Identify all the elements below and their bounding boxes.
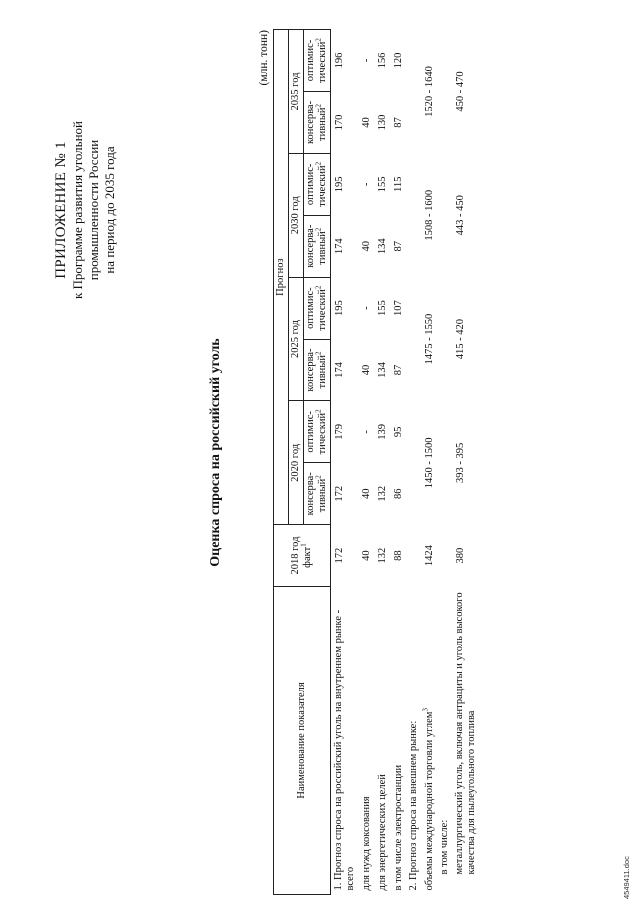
table-cell <box>406 339 421 401</box>
table-cell: 393 - 395 <box>455 442 466 483</box>
table-cell: 40 <box>361 240 372 252</box>
table-cell: 132 <box>377 485 388 502</box>
table-cell: 195 <box>331 153 359 215</box>
table-cell: 87 <box>393 364 404 376</box>
header-year-2020: 2020 год <box>289 401 304 525</box>
table-cell <box>406 525 421 587</box>
table-cell <box>406 463 421 525</box>
header-2018 <box>274 525 331 587</box>
header-2018-fact: факт <box>302 546 313 568</box>
scenario-line-1: оптимис- <box>305 163 316 206</box>
table-cell: 155 <box>377 176 388 193</box>
table-cell: 170 <box>331 92 359 154</box>
table-cell: 1508 - 1600 <box>424 189 435 241</box>
row-label <box>358 586 374 894</box>
coal-demand-table <box>273 29 479 895</box>
header-2018-year: 2018 год <box>290 536 301 575</box>
row-label-text: для нужд коксования <box>360 796 372 891</box>
row-label <box>437 586 452 894</box>
table-cell <box>406 215 421 277</box>
table-cell <box>406 92 421 154</box>
table-cell: 196 <box>331 30 359 92</box>
scenario-line-1: консерва- <box>305 472 316 516</box>
table-cell: 1475 - 1550 <box>424 313 435 365</box>
footnote-2: 2 <box>314 285 323 290</box>
table-cell: 155 <box>377 300 388 316</box>
table-cell <box>406 277 421 339</box>
document-title: Оценка спроса на российский уголь <box>208 338 223 567</box>
table-cell: 132 <box>377 547 388 564</box>
row-label-text: объемы международной торговли углем <box>423 711 435 891</box>
row-label-text: в том числе: <box>439 819 450 875</box>
table-row <box>374 30 390 895</box>
table-cell: 120 <box>393 52 404 69</box>
footnote-2: 2 <box>314 103 323 108</box>
footnote-2: 2 <box>314 351 323 356</box>
table-cell: 1424 <box>424 545 435 567</box>
row-label-text: для энергетических целей <box>376 774 388 891</box>
appendix-header <box>52 45 118 375</box>
footnote-2: 2 <box>314 161 323 166</box>
header-scenario-optimistic <box>304 277 331 339</box>
table-cell: 134 <box>377 238 388 255</box>
footnote-1: 1 <box>299 543 308 547</box>
table-cell: 40 <box>361 117 372 128</box>
unit-label: (млн. тонн) <box>258 30 270 86</box>
table-cell: 174 <box>331 215 359 277</box>
table-cell: 115 <box>393 176 404 193</box>
table-row <box>406 30 421 895</box>
table-cell: 88 <box>393 550 404 561</box>
table-row <box>421 30 437 895</box>
footnote-2: 2 <box>314 409 323 413</box>
table-cell: 443 - 450 <box>455 195 466 236</box>
table-cell: 95 <box>393 426 404 438</box>
scenario-line-2: тический <box>317 165 328 207</box>
table-cell: 156 <box>377 52 388 69</box>
appendix-line-3: на период до 2035 года <box>102 146 117 274</box>
header-scenario-conservative <box>304 463 331 525</box>
scenario-line-1: консерва- <box>305 100 316 145</box>
table-cell: 179 <box>331 401 359 463</box>
header-scenario-conservative <box>304 92 331 154</box>
header-indicator-name: Наименование показателя <box>274 586 331 894</box>
table-cell: 174 <box>331 339 359 401</box>
table-cell: 87 <box>393 240 404 252</box>
table-cell: 86 <box>393 488 404 500</box>
table-cell: 134 <box>377 362 388 378</box>
header-forecast: Прогноз <box>274 30 289 525</box>
footnote-2: 2 <box>314 475 323 479</box>
footnote-3: 3 <box>421 708 429 712</box>
scenario-line-1: оптимис- <box>305 39 316 82</box>
table-cell: 40 <box>361 550 372 561</box>
table-cell: 40 <box>361 488 372 500</box>
table-cell: 195 <box>331 277 359 339</box>
row-label <box>406 586 421 894</box>
scenario-line-2: тивный <box>317 107 328 141</box>
table-cell <box>406 153 421 215</box>
row-label <box>331 586 359 894</box>
table-cell: 1450 - 1500 <box>424 437 435 489</box>
table-cell: 40 <box>361 364 372 376</box>
scenario-line-2: тивный <box>317 478 328 513</box>
header-year-2035: 2035 год <box>289 30 304 154</box>
table-cell: 1520 - 1640 <box>424 66 435 117</box>
table-cell: 172 <box>331 525 359 587</box>
row-label <box>421 586 437 894</box>
table-row <box>452 30 479 895</box>
table-cell: 415 - 420 <box>455 318 466 360</box>
header-scenario-optimistic <box>304 153 331 215</box>
table-row <box>331 30 359 895</box>
footnote-2: 2 <box>314 227 323 232</box>
table-cell: 87 <box>393 117 404 128</box>
scenario-line-1: консерва- <box>305 224 316 268</box>
table-cell: - <box>361 306 372 310</box>
header-year-2030: 2030 год <box>289 153 304 277</box>
table-row <box>437 30 452 895</box>
scenario-line-1: оптимис- <box>305 287 316 329</box>
table-row <box>390 30 406 895</box>
table-cell: 130 <box>377 114 388 131</box>
scenario-line-1: консерва- <box>305 348 316 392</box>
row-label <box>390 586 406 894</box>
table-cell: - <box>361 58 372 63</box>
header-scenario-optimistic <box>304 30 331 92</box>
table-cell: - <box>361 430 372 434</box>
table-row <box>358 30 374 895</box>
table-cell: 450 - 470 <box>455 71 466 112</box>
table-cell <box>406 30 421 92</box>
appendix-heading: ПРИЛОЖЕНИЕ № 1 <box>53 141 69 279</box>
scenario-line-1: оптимис- <box>305 411 316 453</box>
table-cell: 380 <box>455 547 466 564</box>
appendix-line-2: промышленности России <box>86 139 101 281</box>
scenario-line-2: тивный <box>317 355 328 389</box>
row-label-text: 2. Прогноз спроса на внешнем рынке: <box>408 720 419 891</box>
row-label-text: в том числе электростанции <box>392 764 404 891</box>
header-year-2025: 2025 год <box>289 277 304 401</box>
scenario-line-2: тивный <box>317 231 328 265</box>
table-cell: - <box>361 182 372 187</box>
row-label <box>374 586 390 894</box>
table-cell: 172 <box>331 463 359 525</box>
footnote-2: 2 <box>314 38 323 42</box>
header-scenario-conservative <box>304 215 331 277</box>
header-scenario-optimistic <box>304 401 331 463</box>
file-name-footer: 4549411.doc <box>622 856 631 899</box>
header-scenario-conservative <box>304 339 331 401</box>
scenario-line-2: тический <box>317 41 328 83</box>
scenario-line-2: тический <box>317 289 328 331</box>
row-label-text: металлургический уголь, включая антрациты и уголь высокого качества для пылеугольного топлива <box>454 592 477 875</box>
table-cell <box>406 401 421 463</box>
appendix-line-1: к Программе развития угольной <box>70 120 85 300</box>
scenario-line-2: тический <box>317 412 328 455</box>
table-cell: 107 <box>393 300 404 316</box>
row-label <box>452 586 479 894</box>
row-label-text: 1. Прогноз спроса на российский уголь на внутреннем рынке - всего <box>333 609 356 891</box>
table-cell: 139 <box>377 424 388 440</box>
table-cell-empty <box>437 30 452 587</box>
